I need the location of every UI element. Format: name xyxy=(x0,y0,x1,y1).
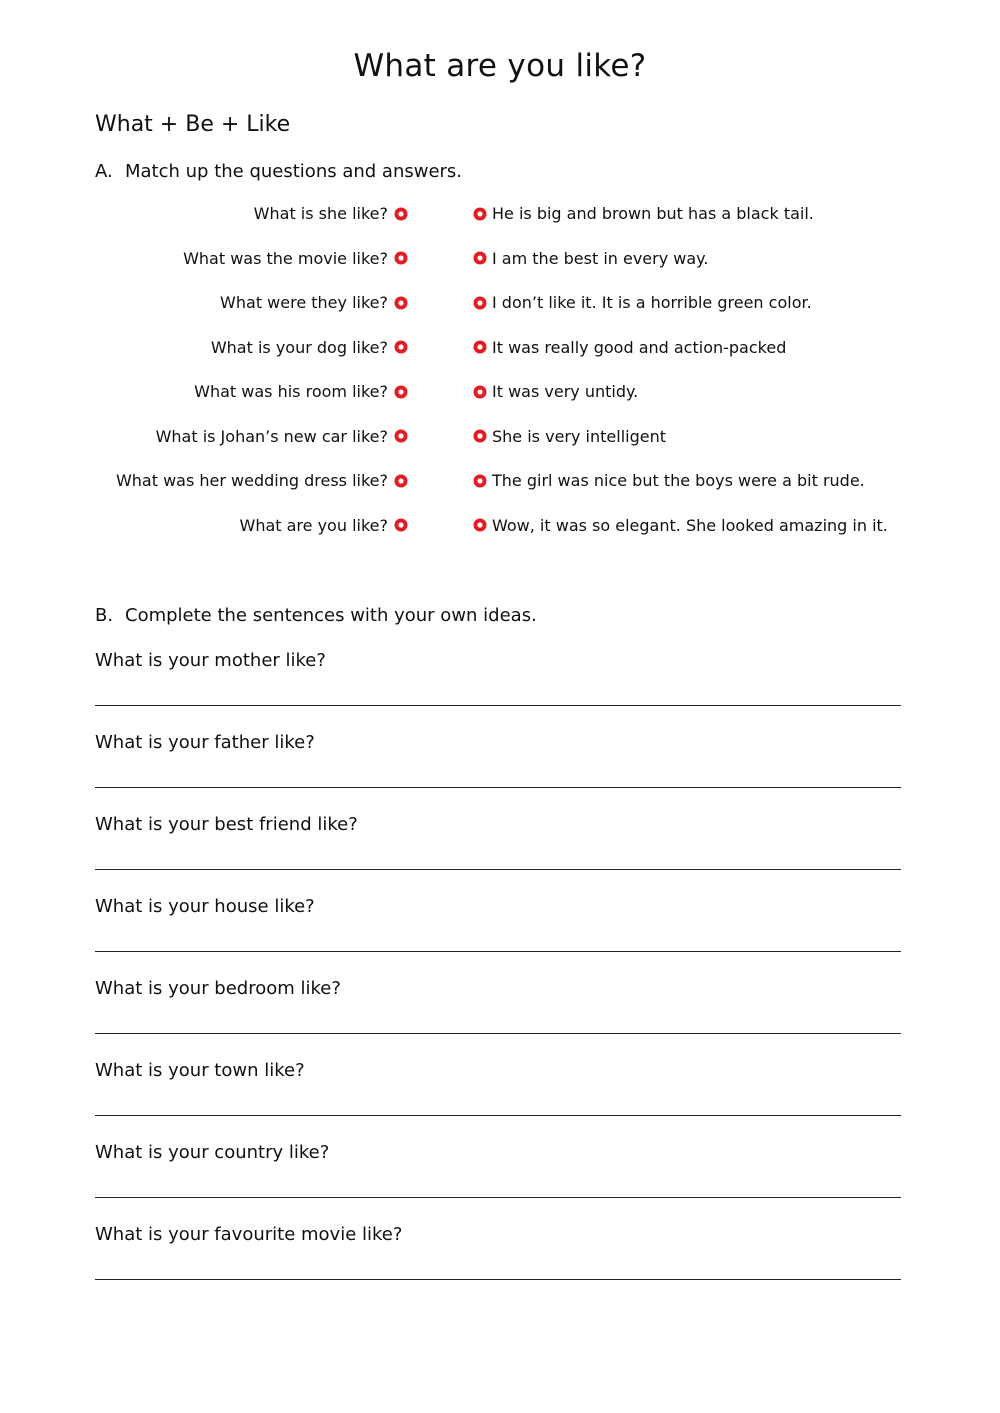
question-match-dot[interactable] xyxy=(394,296,408,310)
answer-text: It was very untidy. xyxy=(492,382,639,401)
section-b-letter: B. xyxy=(95,605,114,626)
match-question xyxy=(220,293,408,312)
match-row xyxy=(0,204,1000,230)
match-answer xyxy=(473,338,786,357)
answer-text: Wow, it was so elegant. She looked amazing in it. xyxy=(492,515,888,535)
prompt-question: What is your favourite movie like? xyxy=(95,1224,403,1245)
answer-line[interactable] xyxy=(95,869,901,870)
question-match-dot[interactable] xyxy=(394,207,408,221)
answer-match-dot[interactable] xyxy=(473,518,487,532)
section-a-instruction: Match up the questions and answers. xyxy=(125,161,463,182)
question-text: What was her wedding dress like? xyxy=(115,471,388,490)
match-question xyxy=(156,427,408,446)
match-answer xyxy=(473,204,814,223)
answer-match-dot[interactable] xyxy=(473,296,487,310)
match-row xyxy=(0,516,1000,542)
match-question xyxy=(254,204,408,223)
question-match-dot[interactable] xyxy=(394,251,408,265)
match-row xyxy=(0,293,1000,319)
section-b-instruction: Complete the sentences with your own ideas. xyxy=(125,605,537,626)
match-question xyxy=(194,382,408,401)
match-row xyxy=(0,382,1000,408)
answer-text: I don’t like it. It is a horrible green color. xyxy=(492,293,812,312)
match-question xyxy=(211,338,408,357)
answer-text: I am the best in every way. xyxy=(492,248,709,268)
prompt-question: What is your father like? xyxy=(95,732,315,753)
answer-text: He is big and brown but has a black tail. xyxy=(492,204,814,223)
question-match-dot[interactable] xyxy=(394,518,408,532)
answer-text: It was really good and action-packed xyxy=(492,337,787,357)
match-question xyxy=(240,516,409,535)
match-row xyxy=(0,471,1000,497)
question-text: What are you like? xyxy=(239,515,388,535)
answer-line[interactable] xyxy=(95,705,901,706)
question-text: What is she like? xyxy=(253,204,388,223)
page-title: What are you like? xyxy=(353,48,647,84)
match-answer xyxy=(473,516,888,535)
answer-match-dot[interactable] xyxy=(473,251,487,265)
answer-line[interactable] xyxy=(95,1197,901,1198)
section-a-heading xyxy=(95,161,462,182)
answer-text: The girl was nice but the boys were a bit rude. xyxy=(492,471,865,490)
prompt-question: What is your house like? xyxy=(95,896,315,917)
answer-match-dot[interactable] xyxy=(473,207,487,221)
question-text: What was his room like? xyxy=(194,382,388,401)
match-answer xyxy=(473,427,666,446)
section-b-heading xyxy=(95,605,537,626)
question-text: What were they like? xyxy=(220,293,388,312)
match-answer xyxy=(473,382,638,401)
prompt-question: What is your mother like? xyxy=(95,650,326,671)
prompt-question: What is your country like? xyxy=(95,1142,330,1163)
answer-match-dot[interactable] xyxy=(473,429,487,443)
question-match-dot[interactable] xyxy=(394,429,408,443)
page-subtitle: What + Be + Like xyxy=(95,112,291,137)
answer-match-dot[interactable] xyxy=(473,340,487,354)
question-match-dot[interactable] xyxy=(394,385,408,399)
match-question xyxy=(183,249,408,268)
match-question xyxy=(116,471,408,490)
prompt-question: What is your town like? xyxy=(95,1060,305,1081)
answer-match-dot[interactable] xyxy=(473,474,487,488)
answer-line[interactable] xyxy=(95,951,901,952)
question-text: What was the movie like? xyxy=(183,248,388,268)
answer-line[interactable] xyxy=(95,787,901,788)
prompt-question: What is your bedroom like? xyxy=(95,978,341,999)
answer-text: She is very intelligent xyxy=(492,426,666,446)
answer-line[interactable] xyxy=(95,1115,901,1116)
match-answer xyxy=(473,293,812,312)
prompt-question: What is your best friend like? xyxy=(95,814,358,835)
match-row xyxy=(0,249,1000,275)
match-row xyxy=(0,338,1000,364)
question-text: What is your dog like? xyxy=(210,337,388,357)
match-answer xyxy=(473,249,708,268)
match-answer xyxy=(473,471,865,490)
answer-line[interactable] xyxy=(95,1033,901,1034)
answer-line[interactable] xyxy=(95,1279,901,1280)
question-match-dot[interactable] xyxy=(394,340,408,354)
answer-match-dot[interactable] xyxy=(473,385,487,399)
question-match-dot[interactable] xyxy=(394,474,408,488)
match-row xyxy=(0,427,1000,453)
section-a-letter: A. xyxy=(95,161,113,182)
question-text: What is Johan’s new car like? xyxy=(155,426,388,446)
